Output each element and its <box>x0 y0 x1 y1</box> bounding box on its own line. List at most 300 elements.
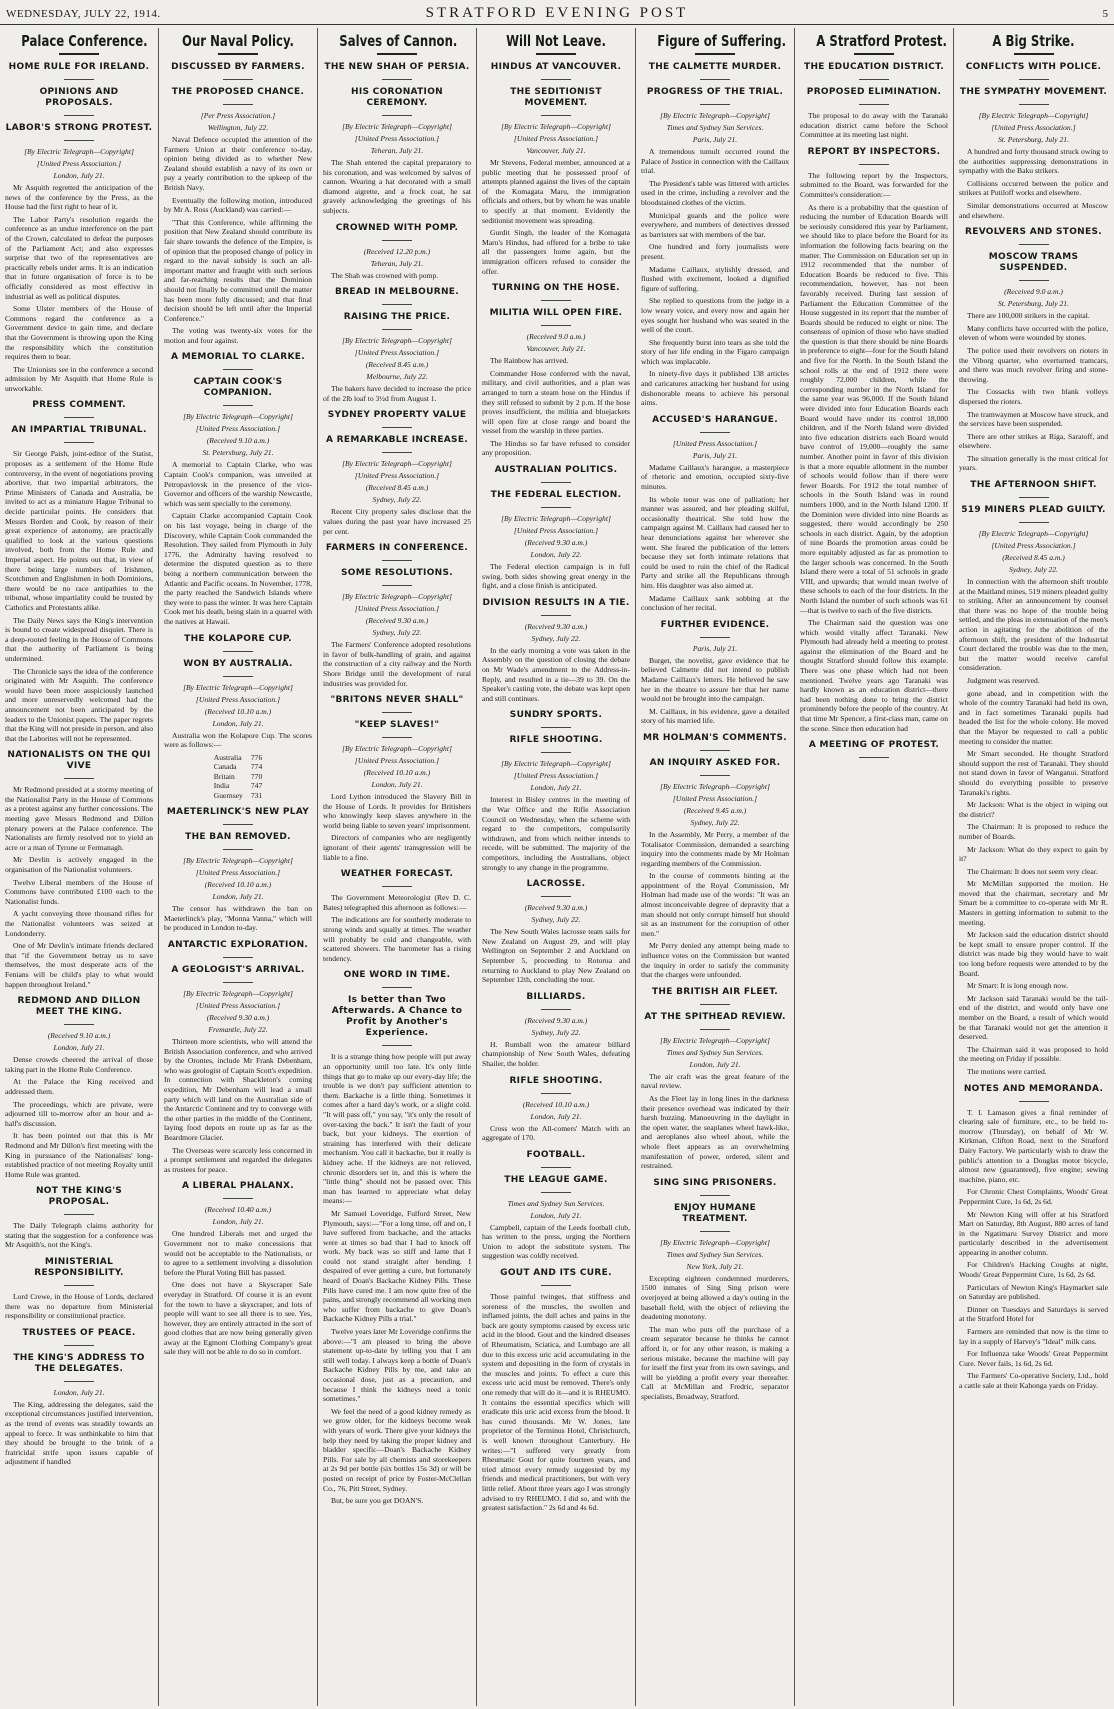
paragraph: In connection with the afternoon shift trouble at the Maitland mines, 519 miners pleaded guilty to striking. After an announcement by counsel that there was no hope of the trouble being settled, and the pleas in extenuation of the men's action in agitating for the abolition of the afternoon shift, the president of the Industrial Court declared the trouble was due to the men, but the matter would receive careful consideration. <box>959 577 1108 673</box>
score-cell: Australia <box>213 752 242 762</box>
subheading-rule <box>859 79 889 80</box>
subheading-rule <box>64 79 94 80</box>
subheading-rule <box>541 1009 571 1010</box>
subheading: THE NEW SHAH OF PERSIA. <box>324 62 470 72</box>
paragraph: One of Mr Devlin's intimate friends declared that "if the Government betray us to save themselves, the most desperate acts of the Fenians will be child's play to what would happen throughout Ireland." <box>5 941 153 989</box>
paragraph: The Unionists see in the conference a second admission by Mr Asquith that Home Rule is unworkable. <box>5 364 153 393</box>
headline-rule <box>854 53 894 55</box>
dateline: (Received 8.45 a.m.) <box>365 360 429 370</box>
dateline: London, July 21. <box>212 718 264 728</box>
column-6 <box>795 28 954 1706</box>
subheading: "KEEP SLAVES!" <box>354 720 440 731</box>
subheading: BILLIARDS. <box>526 991 586 1002</box>
headline-rule <box>1014 53 1054 55</box>
dateline: Teheran, July 21. <box>370 146 424 155</box>
subheading-rule <box>700 637 730 638</box>
masthead <box>0 0 1114 25</box>
paragraph: Mr Smart seconded. He thought Stratford should support the rest of Taranaki. They should not stand down in favor of Wanganui. Stratford should do everything possible to preserve Taranaki's rights. <box>959 749 1108 797</box>
dateline: [By Electric Telegraph—Copyright] <box>342 336 452 346</box>
paragraph: Twelve Liberal members of the House of Commons have contributed £100 each to the Nationalist funds. <box>5 877 153 906</box>
subheading-rule <box>541 1093 571 1094</box>
dateline: (Received 9.30 a.m.) <box>524 538 588 548</box>
dateline: [United Press Association.] <box>354 134 440 143</box>
column-3 <box>318 28 477 1706</box>
dateline: Paris, July 21. <box>692 450 738 460</box>
dateline: [By Electric Telegraph—Copyright] <box>501 122 611 131</box>
subheading: 519 MINERS PLEAD GUILTY. <box>961 505 1106 516</box>
dateline: [By Electric Telegraph—Copyright] <box>660 1035 770 1045</box>
subheading: PRESS COMMENT. <box>32 400 126 411</box>
subheading: MOSCOW TRAMS SUSPENDED. <box>988 252 1079 274</box>
paragraph: Mr Newton King will offer at his Stratford Mart on Saturday, 8th August, 880 acres of land in the Ngatimaru Survey District and more particularly described in the advertisement appearing in another column. <box>959 1209 1108 1257</box>
subheading-rule <box>223 982 253 983</box>
paragraph: There are 100,000 strikers in the capital. <box>967 311 1090 321</box>
paragraph: As there is a probability that the question of reducing the number of Education Boards will be seriously considered this year by Parliament, we should like to place before the Board for its information the following facts bearing on the matter. The Commission on Education set up in 1912 recommended that the number of Education Boards be reduced to five. This recommendation, however, has not been favorably received. During last session of Parliament the Education Committee of the House suggested in its report that the number of Boards should be reduced to eight or nine. The consensus of opinion of those who have studied the question is that there should be nine Boards in preference to eight—four for the South Island and five for the North. In the South Island the school rolls at the end of 1912 there were roughly 72,000 children, while the corresponding number in the North Island for the same year was 96,000. If the South Island were divided into four Education Boards each Board would have under its control 18,000 children, and if the North Island were divided into five education districts each Board would have control of 19,000—roughly the same number. Another point in favor of this division is that a more equable allotment in the number of schools would follow than if there were fewer Boards. For 1912 the total number of schools in the South Island was in round numbers 1000, and in the North Island 1200. If the Dominion were divided into nine Boards as suggested, there would accordingly be 250 schools in each district. Again, by the adoption of nine Boards the promotion areas could be more equitably adjusted as far as promotion to the larger schools was concerned. In the South Island there were a total of 51 schools in grade VIII, and upwards; that would mean twelve of these schools to each of the four districts. In the North Island the number of such schools was 61—that is twelve to each of the five districts. <box>800 202 948 615</box>
subheading: CONFLICTS WITH POLICE. <box>965 62 1102 72</box>
headline-rule <box>695 53 735 55</box>
paragraph: The King, addressing the delegates, said the exceptional circumstances justified intervention, as the trend of events was steadily towards an appeal to force. It was unthinkable to him that they should be brought to the brink of a fratricidal strife upon issues capable of adjustment if handled <box>5 1399 153 1467</box>
paragraph: Its whole tenor was one of palliation; her manner was assured, and her pleading skilful, occasionally theatrical. She told how the campaign against M. Caillaux had caused her to hear denunciations against her wherever she went. She feared the publication of the letters because they set forth intimate relations that could be used to ruin the chief of the Radical Party and strike all the Republicans through him. His daughter was also aimed at. <box>641 494 789 590</box>
dateline: Melbourne, July 22. <box>366 372 428 382</box>
paragraph: Collisions occurred between the police and strikers at Putiloff works and elsewhere. <box>959 178 1108 198</box>
paragraph: Excepting eighteen condemned murderers, 1500 inmates of Sing Sing prison were overjoyed at being allowed a day's outing in the baseball field, with the object of relieving the deadening monotony. <box>641 1273 789 1322</box>
paragraph: For Children's Hacking Coughs at night, Woods' Great Peppermint Cure, 1s 6d, 2s 6d. <box>959 1260 1108 1280</box>
subheading-rule <box>859 104 889 105</box>
subheading: THE KING'S ADDRESS TO THE DELEGATES. <box>13 1352 145 1374</box>
subheading: "BRITONS NEVER SHALL" <box>330 695 464 706</box>
dateline: [United Press Association.] <box>195 424 281 434</box>
dateline: London, July 22. <box>530 550 582 560</box>
paragraph: In the Assembly, Mr Perry, a member of the Totalisator Commission, demanded a searching inquiry into the comments made by Mr Holman regarding members of the Commission. <box>641 829 789 868</box>
subheading-rule <box>700 432 730 433</box>
paragraph: Municipal guards and the police were everywhere, and numbers of detectives dressed as barristers sat with members of the bar. <box>641 210 789 239</box>
column-2 <box>159 28 318 1706</box>
paragraph: The Chairman: It does not seem very clear. <box>967 866 1098 876</box>
score-table <box>210 753 267 801</box>
subheading: THE BRITISH AIR FLEET. <box>651 986 779 997</box>
subheading-rule <box>541 752 571 753</box>
column-1 <box>0 28 159 1706</box>
subheading: THE EDUCATION DISTRICT. <box>804 62 944 72</box>
subheading: PROPOSED ELIMINATION. <box>806 87 942 97</box>
subheading: FURTHER EVIDENCE. <box>660 619 770 630</box>
subheading-rule <box>382 1045 412 1046</box>
dateline: Sydney, July 22. <box>531 633 581 643</box>
score-cell: 770 <box>250 771 263 781</box>
paragraph: Madame Caillaux, stylishly dressed, and flushed with excitement, looked a dignified figure of suffering. <box>641 264 789 293</box>
dateline: Sydney, July 22. <box>1009 565 1058 575</box>
dateline: Sydney, July 22. <box>690 817 740 827</box>
paragraph: The censor has withdrawn the ban on Maeterlinck's play, "Monna Vanna," which will be produced in London to-day. <box>164 904 312 933</box>
dateline: (Received 9.30 a.m.) <box>524 903 588 913</box>
dateline: [By Electric Telegraph—Copyright] <box>978 529 1089 539</box>
dateline: Teheran, July 21. <box>370 258 424 268</box>
dateline: Vancouver, July 21. <box>526 344 586 354</box>
subheading-rule <box>223 676 253 677</box>
paragraph: A yacht conveying three thousand rifles for the Nationalist volunteers was seized at Londonderry. <box>5 909 153 938</box>
paragraph: Recent City property sales disclose that the values during the past year have increased 25 per cent. <box>323 507 471 536</box>
subheading-rule <box>382 560 412 561</box>
score-row <box>210 781 267 791</box>
paragraph: Captain Clarke accompanied Captain Cook on his last voyage, being in charge of the Discovery, while Captain Cook commanded the Resolution. They sailed from Plymouth in July 1776, the Admiralty having resolved to determine the disputed question as to there being a northern communication between the Atlantic and Pacific oceans. In November, 1778, the party reached the Sandwich Islands where they were to pass the winter. It was here Captain Cook met his death, being slain in a quarrel with the natives at Hawaii. <box>164 511 312 626</box>
subheading: THE LEAGUE GAME. <box>504 1174 608 1185</box>
paragraph: Those painful twinges, that stiffness and soreness of the muscles, the swollen and inflamed joints, the dull aches and pains in the back are gouty symptoms caused by excess uric acid in the blood. Gout and the kindred diseases of Rheumatism, Sciatica, and Lumbago are all due to this excess uric acid accumulating in the system and depositing in the form of crystals in the muscles and joints. To effect a cure this excess uric acid must be removed. There's only one remedy that will do it—and it is RHEUMO. It contains the essential specifics which will eradicate this uric acid excess from the blood. It has cured thousands. Mr W. Jones, late proprietor of the Terminus Hotel, Christchurch, is well known throughout Canterbury. He writes:—"I suffered very greatly from Rheumatic Gout for quite fourteen years, and tried almost every remedy suggested by my friends and medical practitioners, but with very little relief. About three years ago I was strongly advised to try RHEUMO. I did so, and with the greatest satisfaction." 2s 6d and 4s 6d. <box>482 1292 630 1513</box>
subheading-rule <box>859 757 889 758</box>
score-row <box>210 762 267 772</box>
dateline: (Received 10.10 a.m.) <box>522 1099 590 1109</box>
subheading: THE AFTERNOON SHIFT. <box>970 480 1097 491</box>
subheading-rule <box>64 1024 94 1025</box>
subheading-rule <box>223 79 253 80</box>
dateline: (Received 9.30 a.m.) <box>365 616 429 626</box>
dateline: Paris, July 21. <box>692 643 738 653</box>
subheading: A MEETING OF PROTEST. <box>808 740 940 751</box>
subheading: ENJOY HUMANE TREATMENT. <box>673 1202 757 1224</box>
dateline: London, July 21. <box>530 783 582 793</box>
subheading-rule <box>541 896 571 897</box>
paragraph: The Chairman said the question was one which would vitally affect Taranaki. New Plymouth had already held a meeting to protest against the elimination of the Board and he thought Stratford should follow this example. There was one phase which had not been mentioned. Twelve years ago Taranaki was hardly known as an education district—there had been nothing done to bring the district prominently before the people of the country. At that time Mr Spencer, a first-class man, came on the scene. Since then education had <box>800 618 948 733</box>
subheading: DISCUSSED BY FARMERS. <box>171 62 305 72</box>
paragraph: The bakers have decided to increase the price of the 2lb loaf to 3½d from August 1. <box>323 384 471 403</box>
paragraph: The Farmers' Co-operative Society, Ltd., hold a cattle sale at their Kahonga yards on Friday. <box>959 1371 1108 1390</box>
paragraph: Interest in Bisley centres in the meeting of the War Office and the Rifle Association Council on Wednesday, when the scheme with regard to the competitors, compulsorily withdrawn, and from which neither intends to recede, will be submitted. The majority of the competitors, including the Australians, object strongly to any change in the programme. <box>482 795 630 872</box>
subheading-rule <box>541 615 571 616</box>
subheading: AUSTRALIAN POLITICS. <box>494 465 618 476</box>
paragraph: She replied to questions from the judge in a low weary voice, and every now and again her eyes sought her husband who was seated in the well of the court. <box>641 296 789 335</box>
dateline: London, July 21. <box>53 171 105 180</box>
subheading: RIFLE SHOOTING. <box>509 1075 603 1086</box>
subheading-rule <box>700 1231 730 1232</box>
dateline: Paris, July 21. <box>692 135 738 144</box>
paragraph: The Cossacks with two blank volleys dispersed the rioters. <box>959 387 1108 406</box>
subheading-rule <box>64 1345 94 1346</box>
paragraph: Gurdit Singh, the leader of the Komagata Maru's Hindus, had offered for a bribe to take all the passengers home again, but the immigration officers refused to consider the offer. <box>482 228 630 276</box>
subheading: HOME RULE FOR IRELAND. <box>8 62 150 72</box>
dateline: Sydney, July 22. <box>372 495 422 505</box>
page-number: 5 <box>1102 8 1108 20</box>
subheading: THE PROPOSED CHANCE. <box>171 87 305 97</box>
subheading: WEATHER FORECAST. <box>340 869 454 880</box>
dateline: London, July 21. <box>371 780 423 790</box>
column-headline: A Big Strike. <box>992 32 1075 50</box>
subheading: AN INQUIRY ASKED FOR. <box>649 757 781 768</box>
subheading-rule <box>541 79 571 80</box>
dateline: [United Press Association.] <box>195 694 281 704</box>
column-5 <box>636 28 795 1706</box>
paragraph: Mr Perry denied any attempt being made to influence votes on the Commission but wanted the inquiry in order to satisfy the community that the charges were unfounded. <box>641 941 789 980</box>
column-headline: Figure of Suffering. <box>657 32 787 50</box>
masthead-title: STRATFORD EVENING POST <box>425 5 689 21</box>
subheading-rule <box>700 1029 730 1030</box>
paragraph: The Hindus so far have refused to consider any proposition. <box>482 438 630 458</box>
dateline: (Received 9.30 a.m.) <box>524 621 588 631</box>
paragraph: The Chairman: It is proposed to reduce the number of Boards. <box>959 822 1108 841</box>
paragraph: Mr McMillan supported the motion. He moved that the chairman, secretary and Mr Smart be a committee to co-operate with Mr R. Masters in getting information to submit to the meeting. <box>959 879 1108 927</box>
dateline: [United Press Association.] <box>513 771 599 781</box>
subheading: NATIONALISTS ON THE QUI VIVE <box>7 750 151 772</box>
dateline: Times and Sydney Sun Services. <box>507 1198 605 1208</box>
subheading-rule <box>1019 104 1049 105</box>
dateline: [By Electric Telegraph—Copyright] <box>660 111 770 120</box>
paragraph: Madame Caillaux's harangue, a masterpiece of rhetoric and emotion, occupied sixty-five minutes. <box>641 462 789 492</box>
dateline: (Received 9.10 a.m.) <box>206 436 270 446</box>
score-cell: 776 <box>250 752 263 762</box>
subheading-rule <box>223 651 253 652</box>
dateline: [United Press Association.] <box>513 134 599 143</box>
headline-rule <box>536 53 576 55</box>
subheading: A GEOLOGIST'S ARRIVAL. <box>171 965 305 976</box>
paragraph: Mr Samuel Loveridge, Fulford Street, New Plymouth, says:—"For a long time, off and on, I have suffered from backache, and the attacks were at times so bad that I had to knock off work. My back was so stiff and lame that I could not stand straight after bending. I despaired of ever getting a cure, but fortunately heard of Doan's Backache Kidney Pills. These Pills have cured me. I am now quite free of the pains, and strongly recommend all working men who suffer from backache to give Doan's Backache Kidney Pills a trial." <box>323 1208 471 1324</box>
masthead-date: WEDNESDAY, JULY 22, 1914. <box>6 8 161 20</box>
subheading: ANTARCTIC EXPLORATION. <box>167 940 309 951</box>
paragraph: The man who puts off the purchase of a cream separator because he thinks he cannot afford it, or for any other reason, is making a serious mistake, because the machine will pay for itself the first year from its own savings, and will be yielding a profit every year thereafter. Call at McMillan and Fredric, separator specialists, Broadway, Stratford. <box>641 1324 789 1401</box>
subheading-rule <box>382 304 412 305</box>
dateline: [By Electric Telegraph—Copyright] <box>183 682 293 692</box>
paragraph: There are other strikes at Riga, Saratoff, and elsewhere. <box>959 431 1108 451</box>
paragraph: Sir George Paish, joint-editor of the Statist, proposes as a settlement of the Home Rule controversy, in the event of negotiations proving abortive, that two impartial arbitrators, the Prime Ministers of Canada and Australia, be invited to act as a miniature Hague Tribunal to decide particular points. He considers that Messrs Borden and Cook, by reason of their great experience of autonomy, are practically qualified to look at the various questions involved, both from the Home Rule and Imperial aspect. He points out that, in view of there being large numbers of Irishmen, Scotchmen and Englishmen in both Dominions, there would be no race antipathies to the tribunal, whose impartiality could be trusted by Catholics and Protestants alike. <box>5 449 153 612</box>
subheading-rule <box>700 79 730 80</box>
subheading-rule <box>541 325 571 326</box>
dateline: (Received 8.45 a.m.) <box>365 483 429 493</box>
headline-rule <box>218 53 258 55</box>
paragraph: Mr Jackson said the education district should be kept small to ensure proper control. If the district was made big they would have to wait too long before requests were attended to by the Board. <box>959 930 1108 978</box>
paragraph: One hundred Liberals met and urged the Government not to make concessions that would not be acceptable to the Nationalists, or to agree to a settlement involving a dissolution before the Plural Voting Bill has passed. <box>164 1229 312 1277</box>
column-headline: Our Naval Policy. <box>182 32 294 50</box>
score-cell: 747 <box>250 781 263 791</box>
score-row <box>210 753 267 763</box>
subheading: A LIBERAL PHALANX. <box>181 1181 295 1192</box>
paragraph: A memorial to Captain Clarke, who was Captain Cook's companion, was unveiled at Petropavlovsk in the presence of the vice-Governor and officers of the warship Newcastle, which was sent specially to the ceremony. <box>164 460 312 508</box>
news-columns <box>0 28 1114 1706</box>
paragraph: The Chronicle says the idea of the conference originated with Mr Asquith. The conference would have been more auspiciously launched and more unreservedly welcomed had the announcement not been anticipated by the leaders to the Unionist papers. The paper regrets that the King will not preside in person, and also that the Laborites will not be represented. <box>5 666 153 743</box>
dateline: Times and Sydney Sun Services. <box>666 1047 764 1057</box>
dateline: [United Press Association.] <box>991 541 1076 551</box>
subheading: FARMERS IN CONFERENCE. <box>325 543 469 554</box>
subheading: MINISTERIAL RESPONSIBILITY. <box>34 1257 124 1279</box>
dateline: Times and Sydney Sun Services. <box>666 1249 764 1259</box>
headline-rule <box>59 53 99 55</box>
paragraph: Madame Caillaux sank sobbing at the conclusion of her recital. <box>641 593 789 613</box>
paragraph: Mr Redmond presided at a stormy meeting of the Nationalist Party in the House of Commons as a protest against any further concessions. The meeting gave Messrs Redmond and Dillon plenary powers at the Palace conference. The Nationalists are firmly resolved not to yield an acre or a man of Tyrone or Fermanagh. <box>5 785 153 852</box>
dateline: Vancouver, July 21. <box>526 146 586 155</box>
subheading-rule <box>64 1381 94 1382</box>
paragraph: The voting was twenty-six votes for the motion and four against. <box>164 326 312 345</box>
paragraph: The Government Meteorologist (Rev D. C. Bates) telegraphed this afternoon as follows:— <box>323 893 471 912</box>
subheading-rule <box>64 778 94 779</box>
subheading: NOT THE KING'S PROPOSAL. <box>35 1186 123 1208</box>
dateline: London, July 21. <box>530 1111 582 1121</box>
subheading-rule <box>1019 1101 1049 1102</box>
subheading-rule <box>382 452 412 453</box>
subheading: TURNING ON THE HOSE. <box>492 283 620 294</box>
paragraph: The Shah entered the capital preparatory to his coronation, and was welcomed by salvos of cannon. Wearing a hat decorated with a small diamond aigrette, and a frock coat, he sat gravely acknowledging the greetings of his subjects. <box>323 158 471 215</box>
paragraph: The police used their revolvers on rioters in the Viborg quarter, who overturned tramcars, and there was much revolver firing and stone-throwing. <box>959 345 1108 384</box>
subheading: PROGRESS OF THE TRIAL. <box>646 87 784 97</box>
column-headline: Salves of Cannon. <box>339 32 458 50</box>
dateline: Sydney, July 22. <box>531 915 581 925</box>
dateline: (Received 9.45 a.m.) <box>683 805 747 815</box>
dateline: [By Electric Telegraph—Copyright] <box>660 1237 770 1247</box>
subheading-rule <box>382 115 412 116</box>
dateline: (Received 10.10 a.m.) <box>204 880 272 890</box>
subheading: HINDUS AT VANCOUVER. <box>490 62 622 72</box>
dateline: (Received 9.0 a.m.) <box>1004 287 1063 297</box>
subheading: LABOR'S STRONG PROTEST. <box>5 123 153 133</box>
subheading-rule <box>382 329 412 330</box>
subheading: A REMARKABLE INCREASE. <box>325 435 469 446</box>
subheading: THE SEDITIONIST MOVEMENT. <box>510 87 602 108</box>
subheading-rule <box>382 427 412 428</box>
dateline: Sydney, July 22. <box>372 628 422 638</box>
paragraph: The Overseas were scarcely less concerned in a prompt settlement and regarded the delegates as trustees for peace. <box>164 1145 312 1174</box>
column-headline: Will Not Leave. <box>506 32 606 50</box>
paragraph: In the course of comments hinting at the appointment of the Royal Commission, Mr Holman had made use of the words: "It was an almost inconceivable degree of depravity that a man should not only corrupt himself but should sit as an instrument for the corruption of other men." <box>641 871 789 938</box>
subheading-rule <box>541 507 571 508</box>
paragraph: Burget, the novelist, gave evidence that he believed Calmette did not intend to publish Madame Caillaux's letters. He believed he saw her in the theatre to assure her that her name would not be brought into the campaign. <box>641 655 789 704</box>
dateline: [United Press Association.] <box>36 159 122 168</box>
paragraph: Lord Lython introduced the Slavery Bill in the House of Lords. It provides for Britishers who knowingly keep slaves anywhere in the world being liable to seven years' imprisonment. <box>323 792 471 830</box>
dateline: Wellington, July 22. <box>207 123 269 132</box>
headline-rule <box>377 53 417 55</box>
paragraph: For Influenza take Woods' Great Peppermint Cure. Never fails, 1s 6d, 2s 6d. <box>959 1349 1108 1368</box>
paragraph: The Shah was crowned with pomp. <box>331 270 439 280</box>
subheading: RIFLE SHOOTING. <box>509 735 603 746</box>
subheading: TRUSTEES OF PEACE. <box>22 1327 136 1338</box>
dateline: (Received 10.40 a.m.) <box>204 1205 272 1215</box>
score-cell: Guernsey <box>213 790 243 800</box>
subheading: REDMOND AND DILLON MEET THE KING. <box>17 996 141 1018</box>
paragraph: The Federal election campaign is in full swing, both sides showing great energy in the fight, and a close finish is anticipated. <box>482 562 630 591</box>
paragraph: Dense crowds cheered the arrival of those taking part in the Home Rule Conference. <box>5 1055 153 1074</box>
subheading-rule <box>64 140 94 141</box>
paragraph: One does not have a Skyscraper Sale everyday in Stratford. Of course it is an event for the town to have a skyscraper, and lots of people will want to see all there is to see. Yes, however, they are entirely attracted in the sort of good clothes that are now being generally given away at the Egmont Clothing Company's great sale they will not be able to do so in comfort. <box>164 1280 312 1357</box>
paragraph: Some Ulster members of the House of Commons regard the conference as a Government device to gain time, and declare that the Government is throwing upon the King the responsibility which the constitution requires them to bear. <box>5 304 153 362</box>
paragraph: The air craft was the great feature of the naval review. <box>641 1071 789 1091</box>
dateline: [By Electric Telegraph—Copyright] <box>342 122 452 131</box>
paragraph: The motions were carried. <box>967 1066 1047 1076</box>
paragraph: The proposal to do away with the Taranaki education district came before the School Committee at its meeting last night. <box>800 111 948 140</box>
subheading: A MEMORIAL TO CLARKE. <box>171 352 305 363</box>
dateline: [By Electric Telegraph—Copyright] <box>183 856 293 866</box>
subheading: SYDNEY PROPERTY VALUE <box>327 410 467 421</box>
subheading-rule <box>64 115 94 116</box>
paragraph: Cross won the All-comers' Match with an aggregate of 170. <box>482 1123 630 1143</box>
subheading-rule <box>1019 522 1049 523</box>
paragraph: The tramwaymen at Moscow have struck, and the services have been suspended. <box>959 409 1108 429</box>
paragraph: Directors of companies who are negligently ignorant of their agents' transgression will be liable to a fine. <box>323 833 471 862</box>
dateline: (Received 10.10 a.m.) <box>204 706 272 716</box>
subheading-rule <box>223 405 253 406</box>
paragraph: Farmers are reminded that now is the time to lay in a supply of Harvey's "Ideal" milk cans. <box>959 1327 1108 1346</box>
subheading: THE BAN REMOVED. <box>185 832 291 843</box>
paragraph: The following report by the Inspectors, submitted to the Board, was forwarded for the Committee's consideration:— <box>800 170 948 199</box>
subheading-rule <box>382 712 412 713</box>
subheading: ACCUSED'S HARANGUE. <box>652 414 778 425</box>
subheading: MAETERLINCK'S NEW PLAY <box>166 807 310 818</box>
subheading: SUNDRY SPORTS. <box>509 710 603 721</box>
subheading: WON BY AUSTRALIA. <box>183 658 293 669</box>
paragraph: For Chronic Chest Complaints, Woods' Great Peppermint Cure, 1s 6d, 2s 6d. <box>959 1187 1108 1206</box>
paragraph: In the early morning a vote was taken in the Assembly on the question of closing the debate on Mr Wade's amendment to the Address-in-Reply, and resulted in a tie—39 to 39. On the Speaker's casting vote, the debate was kept open and still continues. <box>482 645 630 703</box>
paragraph: The President's table was littered with articles used in the crime, including a revolver and the bloodstained clothes of the victim. <box>641 178 789 207</box>
subheading-rule <box>700 1004 730 1005</box>
paragraph: Thirteen more scientists, who will attend the British Association conference, and who arrived by the Orontes, include Mr Frank Debenham, who was geologist of Captain Scott's expedition. In connection with Shackleton's coming expedition, Mr Debenham will lead a small party which will land on the Australian side of the Antarctic Continent and try to converge with the other parties in the middle of the Continent, laying food depots en route up as far as the Beardmore Glacier. <box>164 1037 312 1142</box>
paragraph: Mr Smart: It is long enough now. <box>967 981 1068 991</box>
dateline: [United Press Association.] <box>195 868 281 878</box>
dateline: St. Petersburg, July 21. <box>202 448 274 458</box>
dateline: Times and Sydney Sun Services. <box>666 123 764 132</box>
paragraph: The Daily Telegraph claims authority for stating that the suggestion for a conference was Mr Asquith's, not the King's. <box>5 1221 153 1250</box>
subheading: LACROSSE. <box>526 879 586 890</box>
subheading-rule <box>700 1195 730 1196</box>
paragraph: The indications are for southerly moderate to strong winds and squally at times. The weather will probably be cold and changeable, with scattered showers. The barometer has a rising tendency. <box>323 915 471 963</box>
paragraph: The Labor Party's resolution regards the conference as an undue interference on the part of the Crown, calculated to defeat the purposes of the Parliament Act; and also expresses surprise that two of the representatives are practically rebels under arms. It is an indication that in future organisation of force is to be officially considered as most effective in industrial as well as political disputes. <box>5 214 153 301</box>
paragraph: H. Rumball won the amateur billiard championship of New South Wales, defeating Shailer, the holder. <box>482 1039 630 1068</box>
dateline: New York, July 21. <box>686 1261 744 1271</box>
paragraph: One hundred and forty journalists were present. <box>641 242 789 261</box>
subheading-rule <box>541 300 571 301</box>
subheading: THE CALMETTE MURDER. <box>648 62 782 72</box>
subheading-rule <box>64 1285 94 1286</box>
subheading-rule <box>223 824 253 825</box>
subheading-rule <box>859 164 889 165</box>
dateline: [United Press Association.] <box>354 471 440 481</box>
subheading-rule <box>541 1192 571 1193</box>
subheading: RAISING THE PRICE. <box>343 312 451 323</box>
dateline: Fremantle, July 22. <box>208 1025 268 1035</box>
dateline: [United Press Association.] <box>991 123 1076 132</box>
dateline: [By Electric Telegraph—Copyright] <box>978 111 1089 120</box>
paragraph: We feel the need of a good kidney remedy as we grow older, for the kidneys become weak with years of work. There give your kidneys the help they need by taking the proper kidney and bladder specific—Doan's Backache Kidney Pills. For sale by all chemists and storekeepers at 2s 9d per bottle (six bottles 15s 3d) or will be posted on receipt of price by Foster-McClellan Co., 76, Pitt Street, Sydney. <box>323 1406 471 1493</box>
subheading-rule <box>700 775 730 776</box>
paragraph: In ninety-five days it published 138 articles and caricatures attacking her husband for using dishonorable means to achieve his personal aims. <box>641 369 789 408</box>
score-cell: 731 <box>250 790 263 800</box>
subheading: SING SING PRISONERS. <box>653 1177 777 1188</box>
paragraph: Eventually the following motion, introduced by Mr A. Ross (Auckland) was carried:— <box>164 195 312 215</box>
dateline: (Received 9.30 a.m.) <box>524 1015 588 1025</box>
subheading-rule <box>541 1285 571 1286</box>
subheading: ONE WORD IN TIME. <box>343 970 451 981</box>
subheading: REVOLVERS AND STONES. <box>965 227 1102 238</box>
dateline: [By Electric Telegraph—Copyright] <box>501 514 611 524</box>
subheading-rule <box>382 240 412 241</box>
paragraph: The Chairman said it was proposed to hold the meeting on Friday if possible. <box>959 1044 1108 1064</box>
subheading-rule <box>1019 280 1049 281</box>
paragraph: The proceedings, which are private, were adjourned till to-morrow after an hour and a-half's discussion. <box>5 1099 153 1128</box>
paragraph: The situation generally is the most critical for years. <box>959 453 1108 473</box>
paragraph: Naval Defence occupied the attention of the Farmers Union at their conference to-day, opinion being divided as to whether New Zealand should establish a navy of its own or pay a yearly contribution to the upkeep of the British Navy. <box>164 135 312 192</box>
subheading-rule <box>223 104 253 105</box>
paragraph: M. Caillaux, in his evidence, gave a detailed story of his married life. <box>641 706 789 726</box>
paragraph: Mr Jackson said Taranaki would be the tail-end of the district, and would only have one member on the Board, a result of which would be that Taranaki would not get the attention it deserved. <box>959 993 1108 1042</box>
paragraph: Twelve years later Mr Loveridge confirms the above:—"I am pleased to bring the above statement up-to-date by telling you that I am still well today. I always keep a bottle of Doan's Backache Kidney Pills by me, and take an occasional dose, just as a precaution, and because I think the kidneys need a tonic sometimes." <box>323 1327 471 1404</box>
dateline: London, July 21. <box>689 1059 741 1069</box>
paragraph: The Daily News says the King's intervention is bound to create widespread disquiet. There is a deep-rooted feeling in the House of Commons that the authority of Parliament is being undermined. <box>5 615 153 663</box>
dateline: [By Electric Telegraph—Copyright] <box>342 744 452 754</box>
dateline: [United Press Association.] <box>354 348 440 358</box>
subheading-rule <box>700 104 730 105</box>
subheading-rule <box>541 482 571 483</box>
paragraph: Australia won the Kolapore Cup. The scores were as follows:— <box>164 730 312 750</box>
paragraph: The Farmers' Conference adopted resolutions in favor of bulk-handling of grain, and against the construction of a city railway and the North Shore Bridge until the development of rural industries was provided for. <box>323 640 471 688</box>
paragraph: It has been pointed out that this is Mr Redmond and Mr Dillon's first meeting with the King in pursuance of the Nationalists' long-established practice of not meeting Royalty until Home Rule was granted. <box>5 1131 153 1179</box>
column-4 <box>477 28 636 1706</box>
score-cell: India <box>213 781 230 791</box>
paragraph: Mr Asquith regretted the anticipation of the news of the conference by the Press, as the House had the first right to hear of it. <box>5 183 153 212</box>
column-headline: A Stratford Protest. <box>816 32 947 50</box>
subheading-rule <box>700 750 730 751</box>
dateline: [United Press Association.] <box>354 756 440 766</box>
